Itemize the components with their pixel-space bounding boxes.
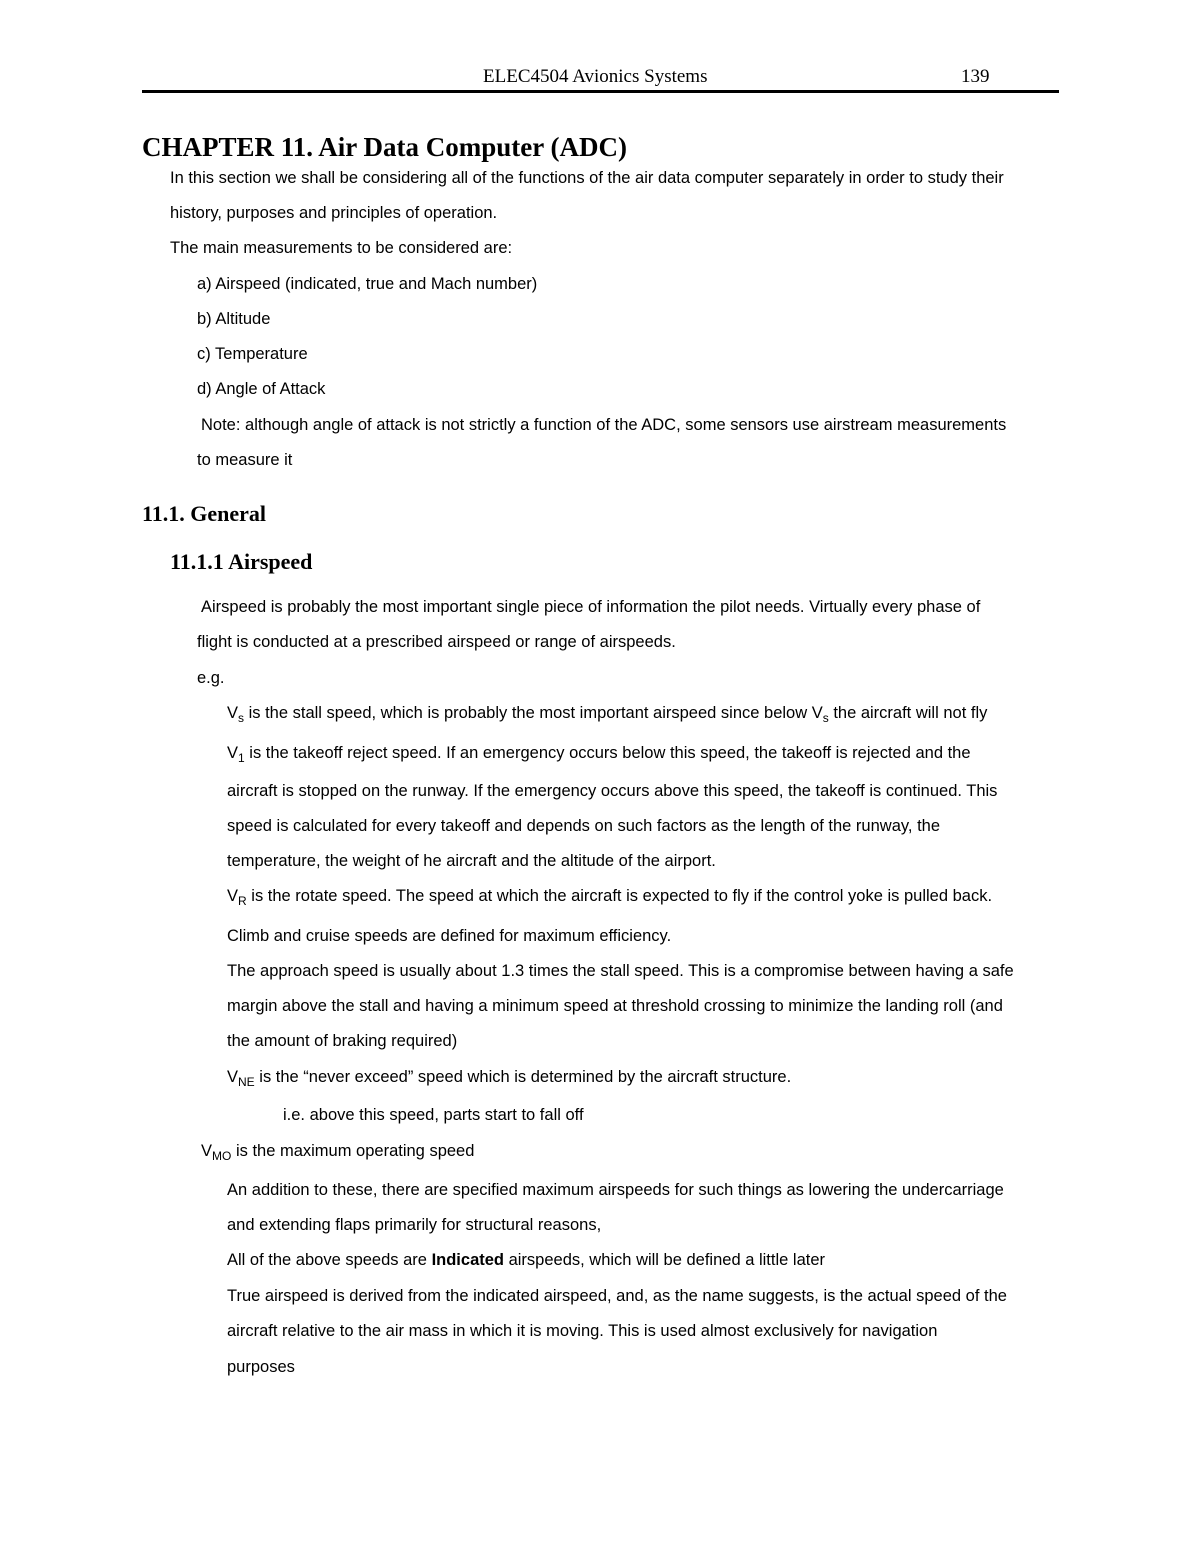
- approach-line-1: The approach speed is usually about 1.3 times the stall speed. This is a compromise between having a safe: [227, 962, 1014, 980]
- note-line-1: Note: although angle of attack is not strictly a function of the ADC, some sensors use airstream measurements: [201, 416, 1007, 434]
- climb-cruise-line: Climb and cruise speeds are defined for maximum efficiency.: [227, 927, 672, 945]
- measurement-item: b) Altitude: [197, 310, 271, 328]
- indicated-emphasis: Indicated: [431, 1251, 504, 1269]
- airspeed-para-line-2: flight is conducted at a prescribed airspeed or range of airspeeds.: [197, 633, 676, 651]
- v1-text-line-1: is the takeoff reject speed. If an emergency occurs below this speed, the takeoff is rejected and the: [244, 744, 971, 762]
- vs-definition: [227, 702, 987, 724]
- ie-line: i.e. above this speed, parts start to fall off: [283, 1106, 584, 1124]
- subsection-heading-airspeed: 11.1.1 Airspeed: [170, 549, 313, 574]
- vr-definition: [227, 885, 992, 907]
- vne-subscript: NE: [238, 1075, 255, 1089]
- header-rule: [142, 90, 1059, 93]
- intro-line-3: The main measurements to be considered are:: [170, 239, 513, 257]
- vmo-symbol: V: [201, 1142, 213, 1160]
- v1-text-line-4: temperature, the weight of he aircraft and the altitude of the airport.: [227, 852, 716, 870]
- v1-text-line-2: aircraft is stopped on the runway. If the emergency occurs above this speed, the takeoff is continued. This: [227, 782, 998, 800]
- indicated-line: [227, 1249, 825, 1271]
- chapter-title: CHAPTER 11. Air Data Computer (ADC): [142, 132, 627, 162]
- note-line-2: to measure it: [197, 451, 293, 469]
- intro-line-1: In this section we shall be considering all of the functions of the air data computer separately in order to study their: [170, 169, 1004, 187]
- approach-line-3: the amount of braking required): [227, 1032, 458, 1050]
- v1-definition: [227, 742, 971, 764]
- airspeed-para-line-1: Airspeed is probably the most important single piece of information the pilot needs. Virtually every phase of: [201, 598, 981, 616]
- vs-text-b: the aircraft will not fly: [828, 704, 988, 722]
- vr-text: is the rotate speed. The speed at which the aircraft is expected to fly if the control yoke is pulled back.: [246, 887, 993, 905]
- header-page-number: 139: [961, 66, 990, 87]
- vmo-text: is the maximum operating speed: [231, 1142, 475, 1160]
- vmo-definition: [201, 1140, 474, 1162]
- approach-line-2: margin above the stall and having a minimum speed at threshold crossing to minimize the landing roll (and: [227, 997, 1003, 1015]
- true-airspeed-line-3: purposes: [227, 1358, 295, 1376]
- v1-text-line-3: speed is calculated for every takeoff and depends on such factors as the length of the runway, the: [227, 817, 941, 835]
- v1-subscript: 1: [238, 751, 245, 765]
- v1-symbol: V: [227, 744, 239, 762]
- vs-text-a: is the stall speed, which is probably the most important airspeed since below: [244, 704, 812, 722]
- measurement-item: c) Temperature: [197, 345, 308, 363]
- vr-subscript: R: [238, 894, 247, 908]
- measurement-item: a) Airspeed (indicated, true and Mach number): [197, 275, 538, 293]
- true-airspeed-line-2: aircraft relative to the air mass in which it is moving. This is used almost exclusively for navigation: [227, 1322, 938, 1340]
- true-airspeed-line-1: True airspeed is derived from the indicated airspeed, and, as the name suggests, is the actual speed of the: [227, 1287, 1007, 1305]
- header-course-title: ELEC4504 Avionics Systems: [483, 66, 708, 87]
- vs-subscript: s: [822, 711, 829, 725]
- section-heading-general: 11.1. General: [142, 501, 267, 526]
- vne-definition: [227, 1066, 791, 1088]
- addition-line-2: and extending flaps primarily for structural reasons,: [227, 1216, 602, 1234]
- intro-line-2: history, purposes and principles of operation.: [170, 204, 498, 222]
- indicated-text-b: airspeeds, which will be defined a little later: [504, 1251, 826, 1269]
- vs-symbol: V: [227, 704, 239, 722]
- vmo-subscript: MO: [212, 1149, 232, 1163]
- measurement-item: d) Angle of Attack: [197, 380, 326, 398]
- vs-subscript: s: [238, 711, 245, 725]
- vr-symbol: V: [227, 887, 239, 905]
- indicated-text-a: All of the above speeds are: [227, 1251, 432, 1269]
- vne-symbol: V: [227, 1068, 239, 1086]
- vne-text: is the “never exceed” speed which is determined by the aircraft structure.: [254, 1068, 792, 1086]
- addition-line-1: An addition to these, there are specified maximum airspeeds for such things as lowering the undercarriage: [227, 1181, 1004, 1199]
- vs-symbol: V: [811, 704, 823, 722]
- eg-label: e.g.: [197, 669, 225, 687]
